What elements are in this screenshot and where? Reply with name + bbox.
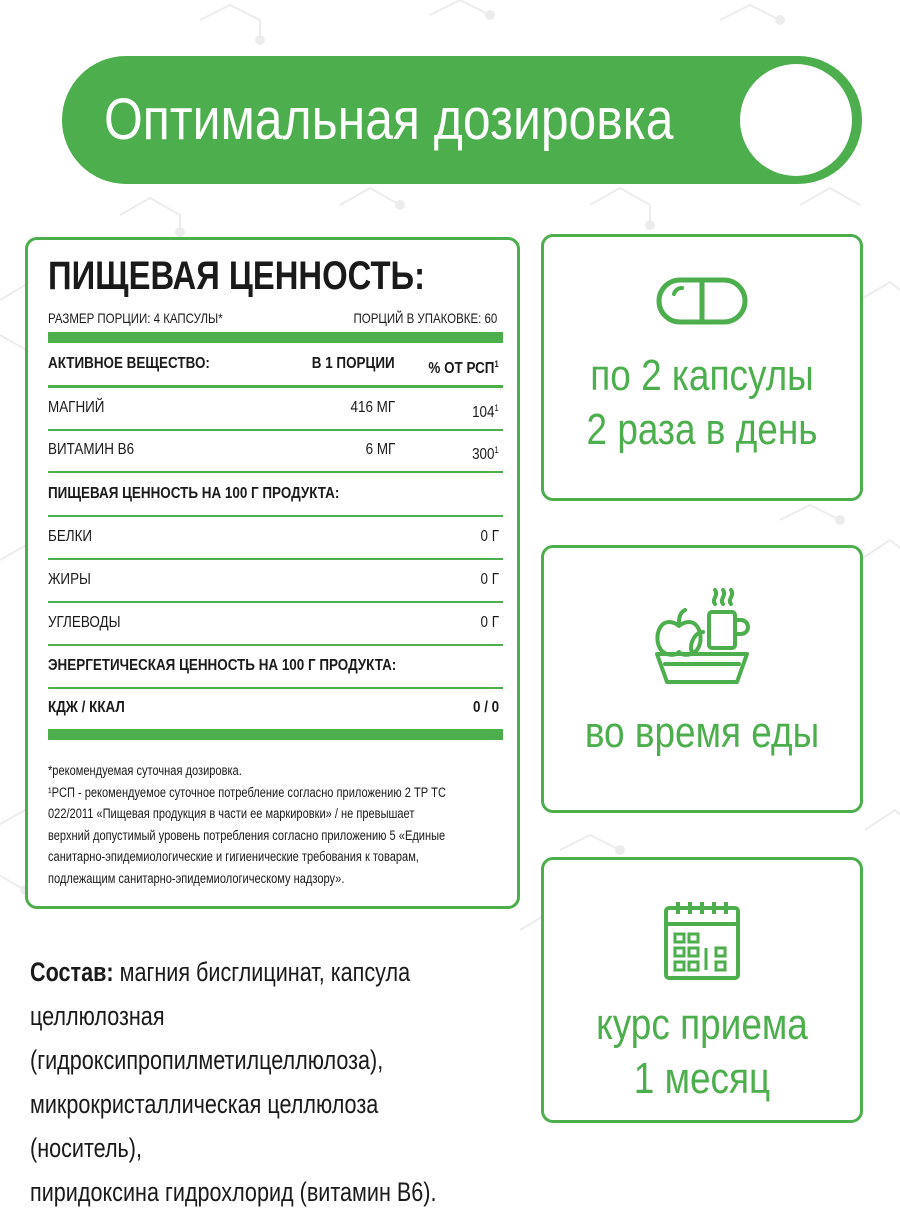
active-name: МАГНИЙ bbox=[48, 399, 105, 416]
dosage-card bbox=[541, 234, 863, 501]
nutrient-value: 0 Г bbox=[480, 614, 499, 631]
header-active: АКТИВНОЕ ВЕЩЕСТВО: bbox=[48, 355, 210, 372]
divider-thick bbox=[48, 332, 503, 343]
dosage-line-2: 2 раза в день bbox=[586, 405, 818, 454]
composition-line: пиридоксина гидрохлорид (витамин В6). bbox=[30, 1177, 437, 1207]
course-card bbox=[541, 857, 863, 1123]
energy-value: 0 / 0 bbox=[472, 699, 499, 716]
nutrient-name: БЕЛКИ bbox=[48, 528, 93, 545]
header-pct: % ОТ РСП$^1$ bbox=[428, 359, 499, 377]
footnote-line: *рекомендуемая суточная дозировка. bbox=[48, 763, 242, 778]
composition-line: микрокристаллическая целлюлоза (носитель), bbox=[30, 1089, 379, 1163]
banner-title: Оптимальная дозировка bbox=[104, 87, 674, 152]
active-amount: 6 МГ bbox=[365, 441, 395, 458]
per100-title: ПИЩЕВАЯ ЦЕННОСТЬ НА 100 Г ПРОДУКТА: bbox=[48, 485, 340, 502]
table-row bbox=[48, 559, 503, 601]
servings-per-pack: ПОРЦИЙ В УПАКОВКЕ: 60 bbox=[353, 310, 497, 326]
composition-label: Состав: bbox=[30, 957, 114, 987]
nutrient-value: 0 Г bbox=[480, 528, 499, 545]
course-line-2: 1 месяц bbox=[633, 1054, 771, 1103]
dosage-line-1: по 2 капсулы bbox=[590, 351, 814, 400]
course-line-1: курс приема bbox=[596, 1000, 808, 1049]
capsule-icon bbox=[656, 277, 748, 325]
footnote-line: ¹РСП - рекомендуемое суточное потребление согласно приложению 2 ТР ТС bbox=[48, 784, 446, 800]
table-row bbox=[48, 516, 503, 558]
header-per-serving: В 1 ПОРЦИИ bbox=[312, 355, 395, 372]
header-banner bbox=[62, 56, 862, 184]
composition-text: магния бисглицинат, капсула bbox=[113, 957, 411, 987]
table-row bbox=[48, 429, 503, 471]
meal-card bbox=[541, 545, 863, 813]
banner-circle bbox=[740, 64, 852, 176]
nutrition-facts-panel bbox=[25, 237, 520, 909]
energy-title: ЭНЕРГЕТИЧЕСКАЯ ЦЕННОСТЬ НА 100 Г ПРОДУКТА: bbox=[48, 657, 397, 674]
active-name: ВИТАМИН B6 bbox=[48, 441, 135, 458]
table-header-row bbox=[48, 343, 503, 385]
nutrition-title: ПИЩЕВАЯ ЦЕННОСТЬ: bbox=[48, 254, 426, 298]
table-row bbox=[48, 687, 503, 729]
energy-name: КДЖ / ККАЛ bbox=[48, 699, 125, 716]
table-row bbox=[48, 602, 503, 644]
composition-line bbox=[30, 950, 462, 994]
serving-size: РАЗМЕР ПОРЦИИ: 4 КАПСУЛЫ* bbox=[48, 310, 223, 326]
section-header-row bbox=[48, 473, 503, 515]
section-header-row bbox=[48, 645, 503, 687]
footnote-line: 022/2011 «Пищевая продукция в части ее маркировки» / не превышает bbox=[48, 806, 415, 821]
calendar-icon bbox=[662, 898, 742, 982]
composition-line: целлюлозная (гидроксипропилметилцеллюлоза), bbox=[30, 1001, 384, 1075]
divider-thick bbox=[48, 729, 503, 740]
meal-line-1: во время еды bbox=[584, 708, 820, 757]
nutrient-name: ЖИРЫ bbox=[48, 571, 91, 588]
composition bbox=[30, 950, 462, 1214]
meal-icon bbox=[647, 584, 757, 688]
table-row bbox=[48, 387, 503, 429]
active-pct: $104^1$ bbox=[472, 403, 499, 421]
nutrient-value: 0 Г bbox=[480, 571, 499, 588]
footnote-line: подлежащим санитарно-эпидемиологическому надзору». bbox=[48, 870, 345, 886]
footnote-line: верхний допустимый уровень потребления согласно приложению 5 «Единые bbox=[48, 827, 446, 843]
footnote-line: санитарно-эпидемиологические и гигиенические требования к товарам, bbox=[48, 849, 419, 864]
footnotes bbox=[48, 760, 491, 889]
active-pct: $300^1$ bbox=[472, 445, 499, 463]
active-amount: 416 МГ bbox=[350, 399, 395, 416]
nutrient-name: УГЛЕВОДЫ bbox=[48, 614, 121, 631]
